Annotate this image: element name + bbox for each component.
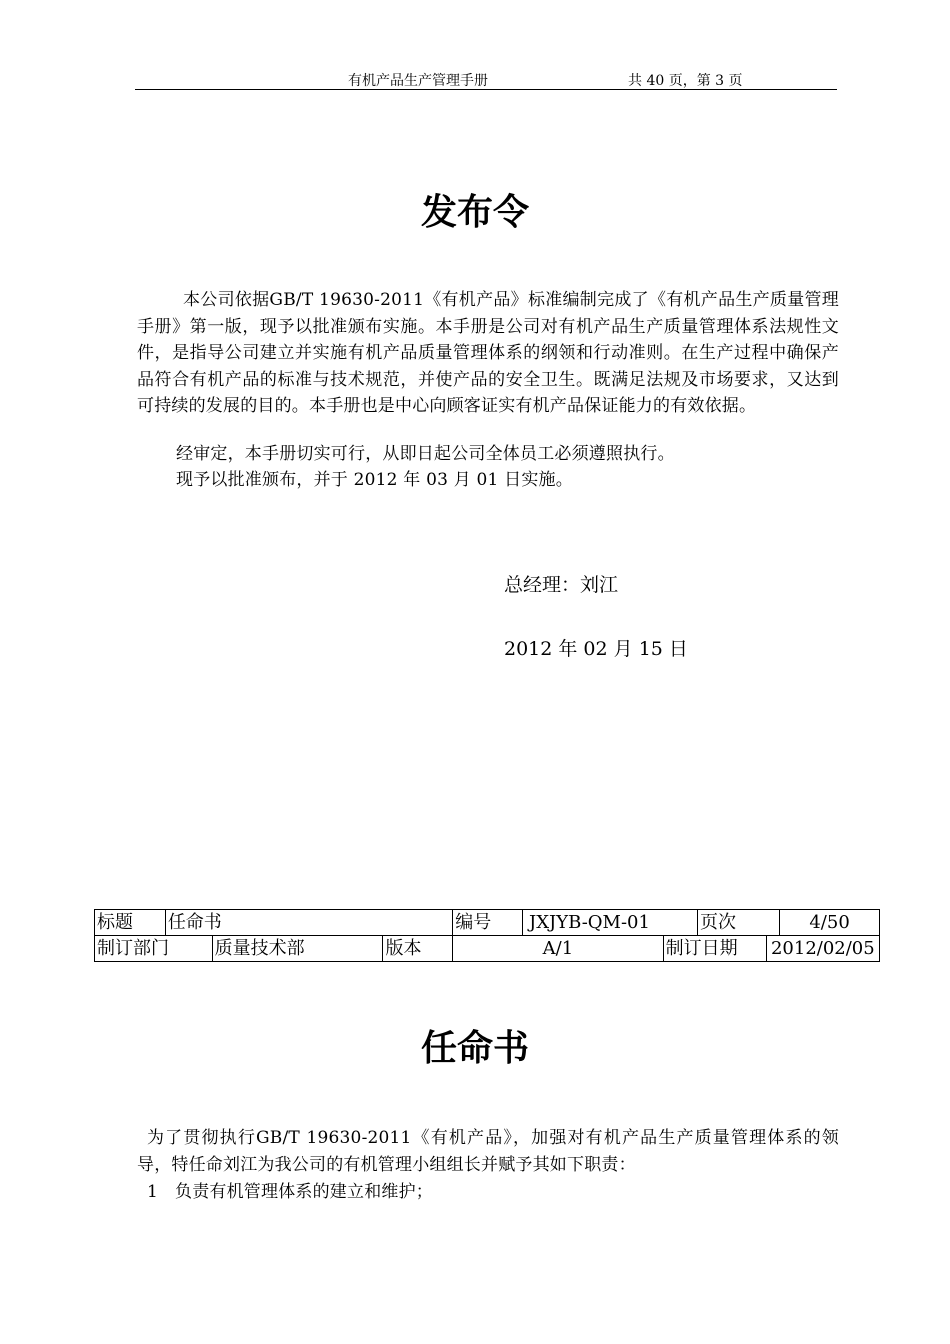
document-control-table	[94, 909, 880, 962]
signer: 总经理：刘江	[504, 574, 619, 596]
header-page-info: 共 40 页，第 3 页	[628, 73, 743, 89]
table-cell: 标题	[95, 910, 166, 936]
table-cell: 版本	[383, 936, 453, 962]
table-cell: 任命书	[165, 910, 452, 936]
list-item-number: 1	[147, 1182, 159, 1202]
header-title: 有机产品生产管理手册	[348, 73, 488, 89]
table-cell: 2012/02/05	[766, 936, 879, 962]
list-item-text: 负责有机管理体系的建立和维护；	[175, 1182, 433, 1202]
table-cell: 质量技术部	[212, 936, 383, 962]
table-cell: 页次	[697, 910, 779, 936]
table-cell: 制订日期	[663, 936, 766, 962]
table-cell: A/1	[453, 936, 663, 962]
table-cell: JXJYB-QM-01	[523, 910, 698, 936]
table-row	[95, 936, 880, 962]
release-title: 发布令	[420, 192, 529, 233]
table-row	[95, 910, 880, 936]
release-paragraph-1: 本公司依据GB/T 19630-2011《有机产品》标准编制完成了《有机产品生产质量管理手册》第一版，现予以批准颁布实施。本手册是公司对有机产品生产质量管理体系法规性文件，是指导公司建立并实施有机产品质量管理体系的纲领和行动准则。在生产过程中确保产品符合有机产品的标准与技术规范，并使产品的安全卫生。既满足法规及市场要求，又达到可持续的发展的目的。本手册也是中心向顾客证实有机产品保证能力的有效依据。	[137, 290, 839, 416]
list-item	[147, 1179, 849, 1206]
table-cell: 4/50	[780, 910, 880, 936]
release-paragraph-2: 经审定，本手册切实可行，从即日起公司全体员工必须遵照执行。	[176, 444, 675, 464]
sign-date: 2012 年 02 月 15 日	[504, 638, 688, 660]
page-header	[135, 66, 837, 90]
appointment-paragraph: 为了贯彻执行GB/T 19630-2011《有机产品》，加强对有机产品生产质量管理体系的领导，特任命刘江为我公司的有机管理小组组长并赋予其如下职责：	[137, 1128, 839, 1175]
appointment-title: 任命书	[420, 1028, 529, 1069]
table-cell: 制订部门	[95, 936, 213, 962]
table-cell: 编号	[453, 910, 523, 936]
release-paragraph-3: 现予以批准颁布，并于 2012 年 03 月 01 日实施。	[176, 470, 573, 490]
